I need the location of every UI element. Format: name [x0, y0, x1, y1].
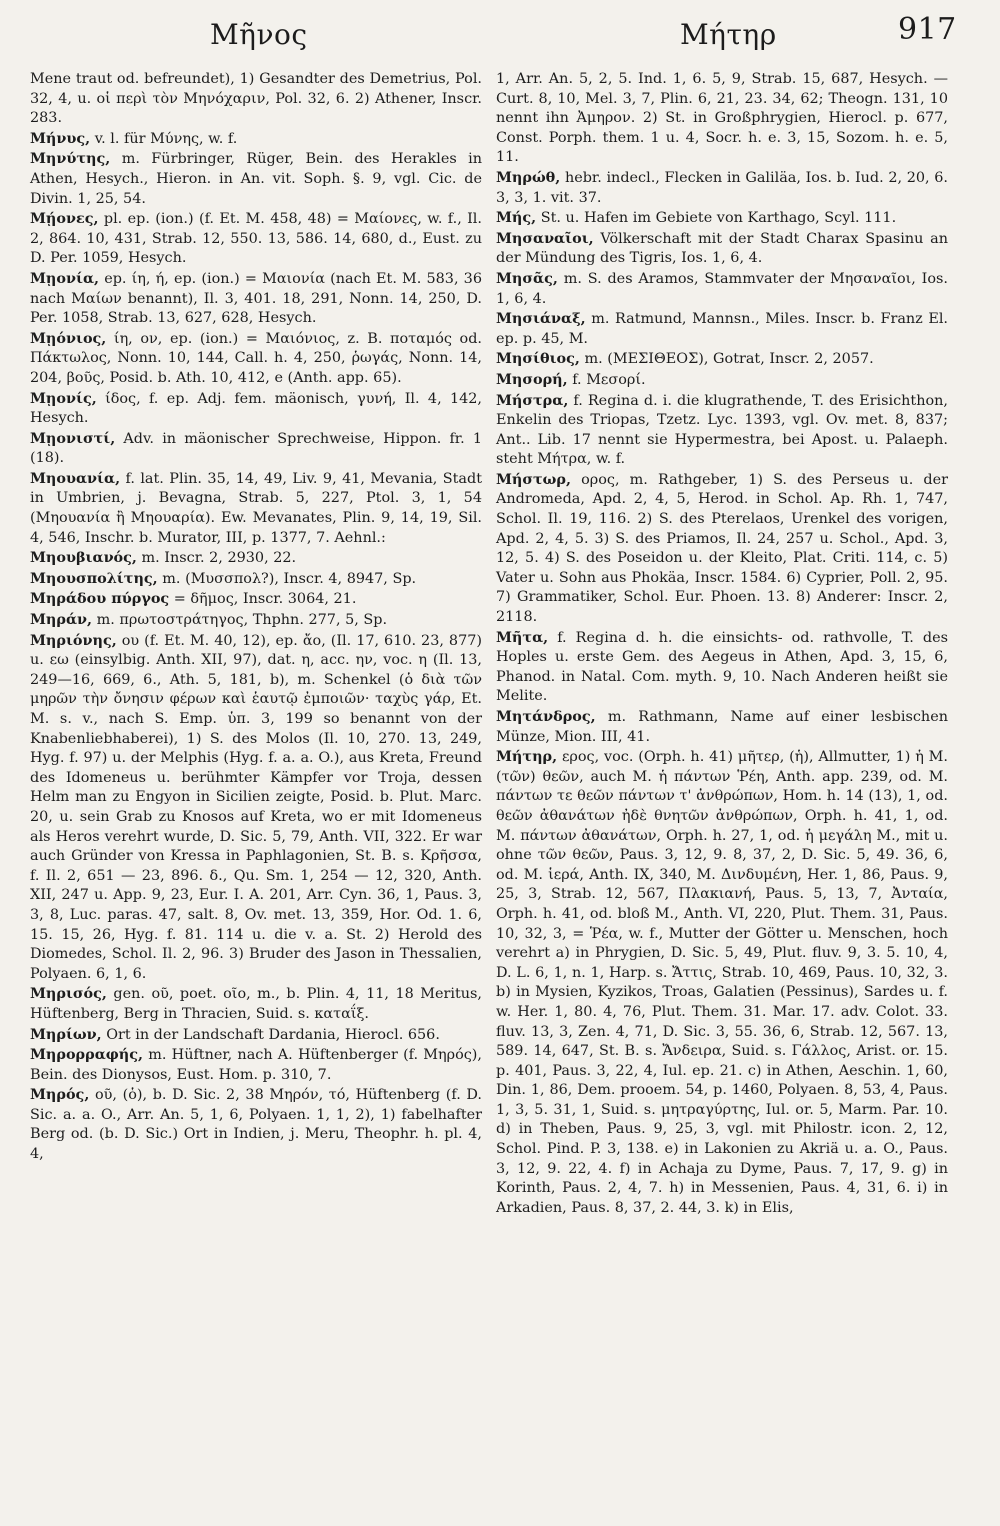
dictionary-entry — [496, 747, 948, 1218]
entry-text: = δῆμος, Inscr. 3064, 21. — [173, 591, 357, 608]
dictionary-entry — [30, 149, 482, 209]
dictionary-entry — [496, 349, 948, 370]
entry-text: m. Inscr. 2, 2930, 22. — [141, 550, 297, 567]
entry-text: Völkerschaft mit der Stadt Charax Spasinu an der Mündung des Tigris, Ios. 1, 6, 4. — [496, 230, 948, 267]
dictionary-entry — [496, 370, 948, 391]
entry-text: m. Hüftner, nach A. Hüftenberger (f. Μηρός), Bein. des Dionysos, Eust. Hom. p. 310, 7. — [30, 1047, 482, 1083]
entry-text: ίδος, f. ep. Adj. fem. mäonisch, γυνή, Il. 4, 142, Hesych. — [30, 390, 483, 427]
entry-headword: Μηουβιανός, — [30, 549, 137, 567]
entry-text: f. Μεσορί. — [572, 371, 646, 388]
dictionary-entry — [30, 129, 482, 150]
entry-headword: Μησᾶς, — [496, 269, 558, 287]
entry-text: m. Rathmann, Name auf einer lesbischen Münze, Mion. III, 41. — [496, 709, 948, 745]
dictionary-entry — [30, 429, 482, 469]
dictionary-entry — [30, 469, 482, 548]
entry-headword: Μηριόνης, — [30, 631, 117, 649]
entry-headword: Μήστωρ, — [496, 470, 571, 488]
entry-text: St. u. Hafen im Gebiete von Karthago, Scyl. 111. — [540, 210, 897, 227]
entry-text: f. lat. Plin. 35, 14, 49, Liv. 9, 41, Mevania, Stadt in Umbrien, j. Bevagna, Strab. 5, 227, Ptol. 3, 1, 54 (Μηουανία ἢ Μηουαρία). Ew. Mevanates, Plin. 9, 14, 19, Sil. 4, 546, Inschr. b. Murator, III, p. 1377, 7. Aehnl.: — [30, 470, 482, 546]
dictionary-entry — [30, 569, 482, 590]
dictionary-entry — [30, 984, 482, 1024]
dictionary-entry — [496, 628, 948, 707]
entry-text: f. Regina d. i. die klugrathende, T. des Erisichthon, Enkelin des Triopas, Tzetz. Lyc. 1393, vgl. Ov. met. 8, 837; Ant.. Lib. 17 nennt sie Hypermestra, bei Apost. u. Palaeph. steht Μήτρα, w. f. — [496, 392, 948, 468]
entry-text: m. Ratmund, Mannsn., Miles. Inscr. b. Franz El. ep. p. 45, M. — [496, 311, 949, 347]
left-running-head: Μῆνος — [210, 18, 308, 51]
right-column — [496, 70, 948, 1218]
center-running-head: Μήτηρ — [680, 18, 777, 51]
entry-text: m. S. des Aramos, Stammvater der Μησαναῖοι, Ios. 1, 6, 4. — [496, 270, 948, 307]
entry-text: f. Regina d. h. die einsichts- od. rathvolle, T. des Hoples u. erste Gem. des Aegeus in Athen, Apd. 3, 15, 6, Phanod. in Natal. Com. myth. 9, 10. Nach Anderen heißt sie Melite. — [496, 629, 949, 705]
entry-text: v. l. für Μύνης, w. f. — [94, 130, 238, 147]
entry-headword: Μῃόνιος, — [30, 329, 107, 347]
entry-headword: Μήνυς, — [30, 129, 91, 147]
entry-headword: Μηράν, — [30, 611, 93, 629]
entry-text: m. (Μυσσπολ?), Inscr. 4, 8947, Sp. — [162, 570, 417, 587]
entry-text: Ort in der Landschaft Dardania, Hierocl. 656. — [106, 1026, 440, 1043]
entry-text: ερος, voc. (Orph. h. 41) μῆτερ, (ἡ), Allmutter, 1) ἡ Μ. (τῶν) θεῶν, auch Μ. ἡ πάντων Ῥέη, Anth. app. 239, od. Μ. πάντων τε θεῶν πάντων τ' ἀνθρώπων, Hom. h. 14 (13), 1, od. θεῶν ἀθανάτων ἠδὲ θνητῶν ἀνθρώπων, Orph. h. 41, 1, od. Μ. πάντων ἀθανάτων, Orph. h. 27, 1, od. ἡ μεγάλη Μ., mit u. ohne τῶν θεῶν, Paus. 3, 12, 9. 8, 37, 2, D. Sic. 5, 49. 36, 6, od. Μ. ἱερά, Anth. IX, 340, Μ. Δινδυμένη, Her. 1, 86, Paus. 9, 25, 3, Strab. 12, 567, Πλακιανή, Paus. 5, 13, 7, Ἀνταία, Orph. h. 41, od. bloß Μ., Anth. VI, 220, Plut. Them. 31, Paus. 10, 32, 3, = Ῥέα, w. f., Mutter der Götter u. Menschen, hoch verehrt a) in Phrygien, D. Sic. 5, 49, Plut. fluv. 9, 3. 5. 10, 4, D. L. 6, 1, n. 1, Harp. s. Ἄττις, Strab. 10, 469, Paus. 10, 32, 3. b) in Mysien, Kyzikos, Troas, Galatien (Pessinus), Sardes u. f. w. Her. 1, 80. 4, 76, Plut. Them. 31. Mar. 17. adv. Colot. 33. fluv. 13, 3, Zen. 4, 71, D. Sic. 3, 55. 36, 6, Strab. 12, 567. 13, 589. 14, 647, St. B. s. Ἄνδειρα, Suid. s. Γάλλος, Arist. or. 15. p. 401, Paus. 3, 22, 4, Iul. ep. 21. c) in Athen, Aeschin. 1, 60, Din. 1, 86, Dem. prooem. 54, p. 1460, Polyaen. 8, 53, 4, Paus. 1, 3, 5. 31, 1, Suid. s. μητραγύρτης, Iul. or. 5, Marm. Par. 10. d) in Theben, Paus. 9, 25, 3, vgl. mit Philostr. icon. 2, 12, Schol. Pind. P. 3, 138. e) in Lakonien zu Akriä u. a. O., Paus. 3, 12, 9. 22, 4. f) in Achaja zu Dyme, Paus. 7, 17, 9. g) in Korinth, Paus. 2, 4, 7. h) in Messenien, Paus. 4, 31, 6. i) in Arkadien, Paus. 8, 37, 2. 44, 3. k) in Elis, — [496, 749, 948, 1216]
dictionary-entry — [496, 269, 948, 309]
entry-text: 1, Arr. An. 5, 2, 5. Ind. 1, 6. 5, 9, Strab. 15, 687, Hesych. — Curt. 8, 10, Mel. 3, 7, Plin. 6, 21, 23. 34, 62; Theogn. 131, 10 nennt ihn Ἀμηρον. 2) St. in Großphrygien, Hierocl. p. 677, Const. Porph. them. 1 u. 4, Socr. h. e. 3, 15, Sozom. h. e. 5, 11. — [496, 71, 948, 166]
entry-text: hebr. indecl., Flecken in Galiläa, Ios. b. Iud. 2, 20, 6. 3, 3, 1. vit. 37. — [496, 169, 949, 206]
dictionary-entry — [496, 707, 948, 747]
entry-headword: Μηνύτης, — [30, 150, 111, 168]
entry-text: pl. ep. (ion.) (f. Et. M. 458, 48) = Μαίονες, w. f., Il. 2, 864. 10, 431, Strab. 12, 550. 13, 586. 14, 680, d., Eust. zu D. Per. 1059, Hesych. — [30, 211, 482, 267]
dictionary-entry — [496, 229, 948, 269]
entry-text: Adv. in mäonischer Sprechweise, Hippon. fr. 1 (18). — [30, 430, 482, 467]
entry-text: ορος, m. Rathgeber, 1) S. des Perseus u. der Andromeda, Apd. 2, 4, 5, Herod. in Schol. Ap. Rh. 1, 747, Schol. Il. 19, 116. 2) S. des Pterelaos, Urenkel des vorigen, Apd. 2, 4, 5. 3) S. des Priamos, Il. 24, 257 u. Schol., Apd. 3, 12, 5. 4) S. des Poseidon u. der Kleito, Plat. Criti. 114, c. 5) Vater u. Sohn aus Phokäa, Inscr. 1584. 6) Cyprier, Poll. 2, 95. 7) Grammatiker, Schol. Eur. Phoen. 13. 8) Anderer: Inscr. 2, 2118. — [496, 471, 948, 626]
entry-headword: Μηρός, — [30, 1086, 90, 1104]
dictionary-entry — [30, 70, 482, 129]
entry-text: m. (ΜΕΣΙΘΕΟΣ), Gotrat, Inscr. 2, 2057. — [584, 351, 874, 368]
dictionary-entry — [30, 1085, 482, 1164]
dictionary-entry — [30, 1025, 482, 1046]
entry-headword: Μησαναῖοι, — [496, 229, 594, 247]
entry-headword: Μῃονία, — [30, 269, 100, 287]
entry-text: ίη, ον, ep. (ion.) = Μαιόνιος, z. B. ποταμός od. Πάκτωλος, Nonn. 10, 144, Call. h. 4, 250, ῥωγάς, Nonn. 14, 204, βοῦς, Posid. b. Ath. 10, 412, e (Anth. app. 65). — [30, 330, 482, 386]
entry-headword: Μησιάναξ, — [496, 310, 586, 328]
entry-text: Mene traut od. befreundet), 1) Gesandter des Demetrius, Pol. 32, 4, u. οἱ περὶ τὸν Μηνόχαριν, Pol. 32, 6. 2) Athener, Inscr. 283. — [30, 71, 482, 127]
entry-headword: Μηράδου πύργος — [30, 590, 170, 608]
entry-text: ου (f. Et. M. 40, 12), ep. ἄο, (Il. 17, 610. 23, 877) u. εω (einsylbig. Anth. XII, 97), dat. η, acc. ην, voc. η (Il. 13, 249—16, 669, 6., Ath. 5, 181, b), m. Schenkel (ὁ διὰ τῶν μηρῶν τὴν ὄνησιν φέρων καὶ ἑαυτῷ ἐμποιῶν· ταχὺς γάρ, Et. M. s. v., nach S. Emp. ὑπ. 3, 199 so benannt von der Knabenliebhaberei), 1) S. des Molos (Il. 10, 270. 13, 249, Hyg. f. 97) u. der Melphis (Hyg. f. a. a. O.), aus Kreta, Freund des Idomeneus u. berühmter Kämpfer vor Troja, dessen Helm man zu Engyon in Sicilien zeigte, Posid. b. Plut. Marc. 20, u. sein Grab zu Knosos auf Kreta, wo er mit Idomeneus als Heros verehrt wurde, D. Sic. 5, 79, Anth. VII, 322. Er war auch Gründer von Kressa in Paphlagonien, St. B. s. Κρῆσσα, f. Il. 2, 651 — 23, 896. δ., Qu. Sm. 1, 254 — 12, 320, Anth. XII, 247 u. App. 9, 23, Eur. I. A. 201, Arr. Cyn. 36, 1, Paus. 3, 3, 8, Luc. paras. 47, salt. 8, Ov. met. 13, 359, Hor. Od. 1. 6, 15. 15, 26, Hyg. f. 81. 114 u. die v. a. St. 2) Herold des Diomedes, Schol. Il. 2, 96. 3) Bruder des Jason in Thessalien, Polyaen. 6, 1, 6. — [30, 632, 483, 982]
dictionary-entry — [30, 610, 482, 631]
dictionary-entry — [496, 208, 948, 229]
entry-headword: Μῄονες, — [30, 210, 99, 228]
dictionary-entry — [496, 309, 948, 349]
left-column — [30, 70, 482, 1165]
dictionary-entry — [496, 391, 948, 470]
entry-text: m. Fürbringer, Rüger, Bein. des Herakles in Athen, Hesych., Hieron. in An. vit. Soph. §. 9, vgl. Cic. de Divin. 1, 25, 54. — [30, 151, 482, 207]
entry-headword: Μηρίων, — [30, 1025, 102, 1043]
entry-headword: Μησίθιος, — [496, 350, 580, 368]
dictionary-entry — [30, 329, 482, 389]
entry-headword: Μηρορραφής, — [30, 1046, 144, 1064]
page-number: 917 — [898, 12, 957, 47]
entry-headword: Μῆτα, — [496, 628, 549, 646]
entry-headword: Μηρισός, — [30, 985, 107, 1003]
entry-headword: Μηουσπολίτης, — [30, 569, 158, 587]
entry-text: m. πρωτοστράτηγος, Thphn. 277, 5, Sp. — [96, 612, 388, 629]
entry-text: ep. ίη, ή, ep. (ion.) = Μαιονία (nach Et. M. 583, 36 nach Μαίων benannt), Il. 3, 401. 18, 291, Nonn. 14, 250, D. Per. 1058, Strab. 13, 627, 628, Hesych. — [30, 270, 482, 327]
entry-headword: Μησορή, — [496, 370, 568, 388]
entry-headword: Μηρώθ, — [496, 168, 561, 186]
dictionary-entry — [30, 389, 482, 429]
entry-headword: Μήστρα, — [496, 391, 569, 409]
dictionary-entry — [30, 269, 482, 329]
dictionary-entry — [496, 70, 948, 168]
dictionary-entry — [30, 631, 482, 985]
entry-headword: Μῃονιστί, — [30, 429, 116, 447]
dictionary-entry — [496, 470, 948, 628]
dictionary-entry — [496, 168, 948, 208]
entry-headword: Μῃονίς, — [30, 389, 97, 407]
entry-text: gen. οῦ, poet. οῖο, m., b. Plin. 4, 11, 18 Meritus, Hüftenberg, Berg in Thracien, Suid. s. καταΐξ. — [30, 986, 483, 1022]
entry-headword: Μής, — [496, 209, 537, 227]
dictionary-entry — [30, 548, 482, 569]
dictionary-entry — [30, 589, 482, 610]
dictionary-entry — [30, 1045, 482, 1085]
entry-headword: Μηουανία, — [30, 469, 121, 487]
entry-headword: Μήτηρ, — [496, 748, 558, 766]
dictionary-entry — [30, 209, 482, 269]
entry-headword: Μητάνδρος, — [496, 708, 596, 725]
entry-text: οῦ, (ὁ), b. D. Sic. 2, 38 Μηρόν, τό, Hüftenberg (f. D. Sic. a. a. O., Arr. An. 5, 1, 6, Polyaen. 1, 1, 2), 1) fabelhafter Berg od. (b. D. Sic.) Ort in Indien, j. Meru, Theophr. h. pl. 4, 4, — [30, 1087, 482, 1163]
